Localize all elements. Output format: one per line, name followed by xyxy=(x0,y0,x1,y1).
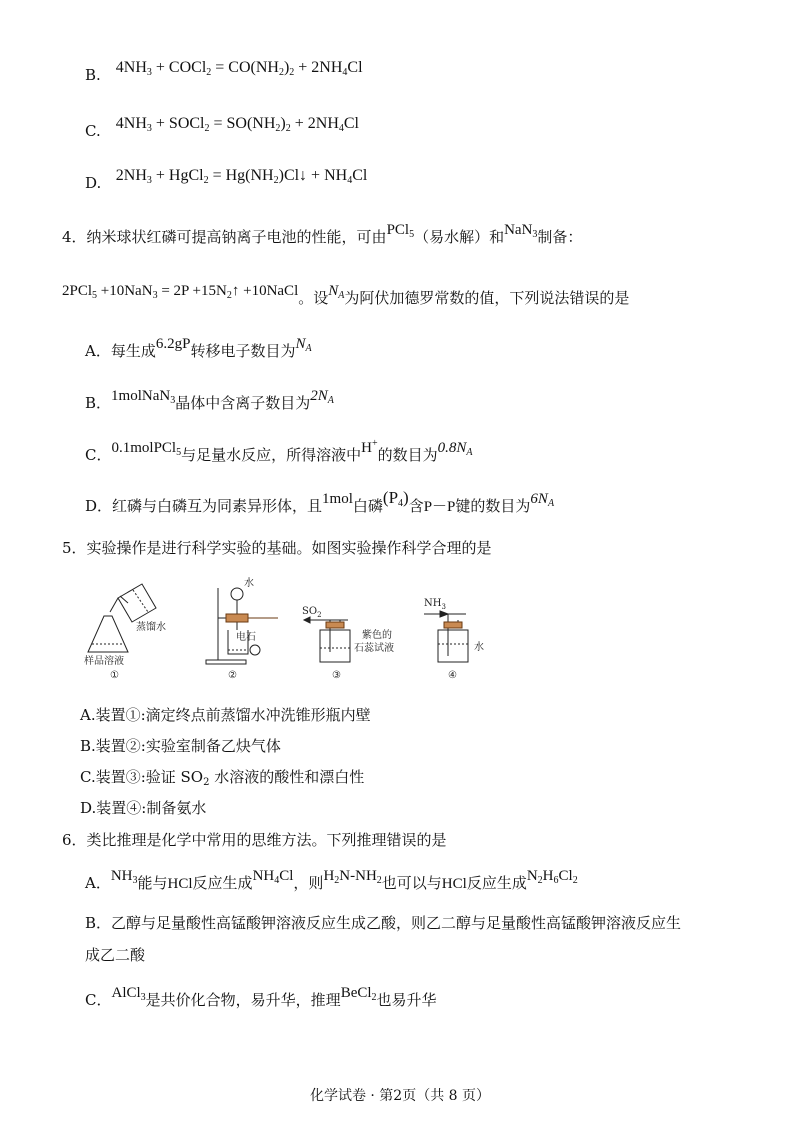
q6-option-b-line2: 成乙二酸 xyxy=(85,946,146,964)
q4-option-a: A．每生成6.2gP转移电子数目为$N_A$ xyxy=(85,336,312,360)
wash-bottle xyxy=(118,584,156,622)
separatory-funnel xyxy=(231,588,243,600)
apparatus-1 xyxy=(88,584,156,652)
conical-flask xyxy=(88,616,128,652)
q5-option-c: C.装置③:验证 $SO_2$ 水溶液的酸性和漂白性 xyxy=(80,768,365,788)
q6-option-c: C．AlCl$_3$是共价化合物，易升华，推理BeCl$_2$也易升华 xyxy=(85,985,437,1009)
label-num-2: ② xyxy=(228,670,237,681)
q6-stem: 6．类比推理是化学中常用的思维方法。下列推理错误的是 xyxy=(62,831,447,849)
q5-apparatus-figure xyxy=(78,568,518,688)
q6-option-b-line1: B．乙醇与足量酸性高锰酸钾溶液反应生成乙酸，则乙二醇与足量酸性高锰酸钾溶液反应生 xyxy=(85,914,682,932)
q4-stem: 4．纳米球状红磷可提高钠离子电池的性能，可由PCl$_5$（易水解）和NaN$_3$制备： xyxy=(62,222,583,246)
label-num-1: ① xyxy=(110,670,119,681)
equation: $2NH_3$ + HgCl$_2$ = $Hg(NH_2)Cl↓ + NH_4Cl$ xyxy=(115,167,368,186)
q4-option-c: C．0.1molPCl$_5$与足量水反应，所得溶液中H+的数目为$0.8N_A$ xyxy=(85,438,473,464)
q5-stem: 5．实验操作是进行科学实验的基础。如图实验操作科学合理的是 xyxy=(62,539,492,557)
q3-option-c: C. $4NH_3$ + SOCl$_2$ = $SO(NH_2)_2 + 2NH_4Cl$ xyxy=(85,115,359,140)
label-num-3: ③ xyxy=(332,670,341,681)
label-distilled-water: 蒸馏水 xyxy=(136,622,166,633)
apparatus-3 xyxy=(304,617,350,662)
equation: $4NH_3$ + SOCl$_2$ = $SO(NH_2)_2 + 2NH_4Cl$ xyxy=(115,115,359,134)
equation: $2PCl_5 +10NaN_3 = 2P +15N_2↑$ +10NaCl xyxy=(62,283,299,301)
label-num-4: ④ xyxy=(448,670,457,681)
apparatus-2 xyxy=(206,588,278,664)
q3-option-b: B. $4NH_3$ + COCl$_2$ = $CO(NH_2)_2 + 2NH_4Cl$ xyxy=(85,59,363,84)
label-litmus: 石蕊试液 xyxy=(354,643,394,654)
q3-option-d: D. $2NH_3$ + HgCl$_2$ = $Hg(NH_2)Cl↓ + NH_4Cl$ xyxy=(85,167,368,192)
q4-equation-line: $2PCl_5 +10NaN_3 = 2P +15N_2↑$ +10NaCl。设$N_A$为阿伏加德罗常数的值，下列说法错误的是 xyxy=(62,283,630,307)
label-water: 水 xyxy=(244,578,254,589)
q4-option-b: B．1molNaN$_3$晶体中含离子数目为$2N_A$ xyxy=(85,388,334,412)
label-water-4: 水 xyxy=(474,642,484,653)
q5-option-d: D.装置④:制备氨水 xyxy=(80,799,207,817)
apparatus-4 xyxy=(424,611,468,662)
equation: $4NH_3$ + COCl$_2$ = $CO(NH_2)_2 + 2NH_4Cl$ xyxy=(115,59,363,78)
label-calcium-carbide: 电石 xyxy=(236,632,256,643)
q5-option-a: A.装置①:滴定终点前蒸馏水冲洗锥形瓶内壁 xyxy=(80,706,371,724)
page-footer: 化学试卷 · 第2页（共 8 页） xyxy=(309,1088,491,1104)
label-purple: 紫色的 xyxy=(362,630,392,641)
label-nh3: $NH_3$ xyxy=(424,598,446,611)
label-so2: $SO_2$ xyxy=(302,606,322,619)
q5-option-b: B.装置②:实验室制备乙炔气体 xyxy=(80,737,281,755)
q4-option-d: D．红磷与白磷互为同素异形体，且1mol白磷$(P_4)$含P－P键的数目为$6N_A$ xyxy=(85,488,555,515)
label-sample-solution: 样品溶液 xyxy=(84,656,124,667)
q6-option-a: A．$NH_3$能与HCl反应生成$NH_4Cl$，则$H_2N-NH_2$也可以与HCl反应生成$N_2H_6Cl_2$ xyxy=(85,868,578,892)
